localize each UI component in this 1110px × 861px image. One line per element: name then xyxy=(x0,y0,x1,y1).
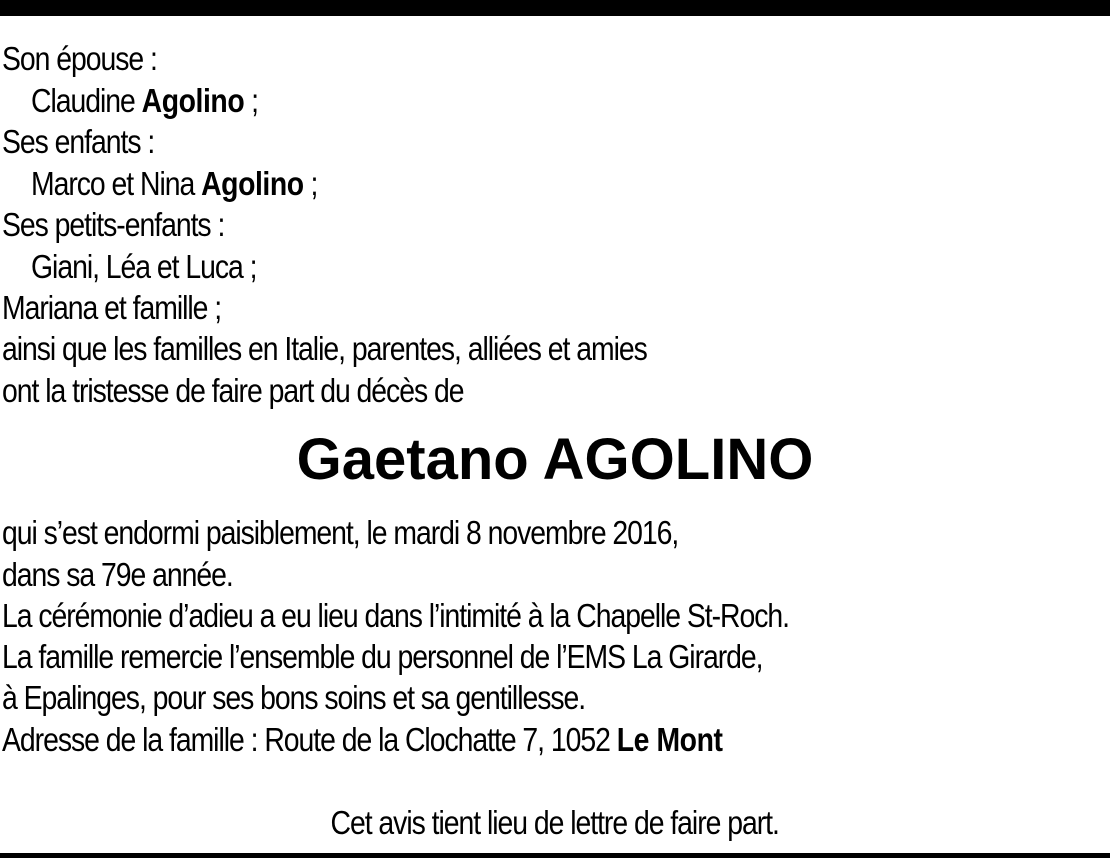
extended-family: ainsi que les familles en Italie, parentes, alliées et amies xyxy=(2,330,647,367)
address-street: Adresse de la famille : Route de la Clochatte 7, 1052 xyxy=(2,721,617,758)
spouse-first-name: Claudine xyxy=(31,82,135,119)
address-city: Le Mont xyxy=(616,721,723,758)
family-address xyxy=(2,720,723,760)
children-line xyxy=(31,164,317,204)
grandchildren-names: Giani, Léa et Luca ; xyxy=(31,248,257,285)
body-line-5: à Epalinges, pour ses bons soins et sa gentillesse. xyxy=(2,679,586,716)
body-line-3: La cérémonie d’adieu a eu lieu dans l’intimité à la Chapelle St-Roch. xyxy=(2,597,790,634)
children-last-name: Agolino xyxy=(201,165,304,202)
announcement-text: ont la tristesse de faire part du décès de xyxy=(2,372,464,409)
bottom-border-rule xyxy=(0,853,1110,858)
top-border-rule xyxy=(0,0,1110,16)
children-line-end: ; xyxy=(303,165,318,202)
spouse-line-end: ; xyxy=(244,82,258,119)
grandchildren-label: Ses petits-enfants : xyxy=(2,206,225,243)
deceased-name: Gaetano AGOLINO xyxy=(296,427,814,492)
body-line-1: qui s’est endormi paisiblement, le mardi 8 novembre 2016, xyxy=(2,514,679,551)
spouse-label: Son épouse : xyxy=(2,40,157,77)
body-line-2: dans sa 79e année. xyxy=(2,556,233,593)
children-first-names: Marco et Nina xyxy=(31,165,195,202)
body-line-4: La famille remercie l’ensemble du personnel de l’EMS La Girarde, xyxy=(2,638,763,675)
children-label: Ses enfants : xyxy=(2,123,155,160)
other-relative: Mariana et famille ; xyxy=(2,289,222,326)
closing-text: Cet avis tient lieu de lettre de faire part. xyxy=(330,804,780,841)
spouse-line xyxy=(31,81,258,121)
spouse-last-name: Agolino xyxy=(141,82,245,119)
closing-note xyxy=(0,803,1110,843)
